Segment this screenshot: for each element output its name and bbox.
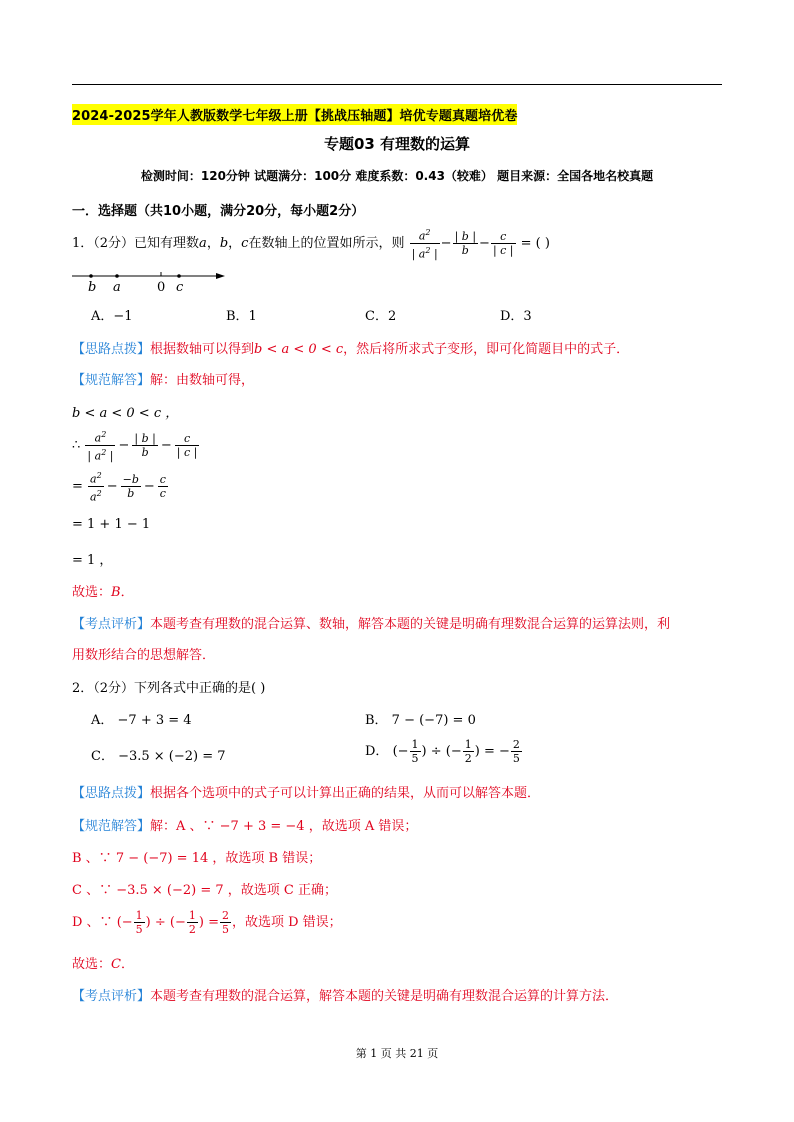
point-c xyxy=(177,274,181,278)
q1-option-a[interactable]: A．−1 xyxy=(91,309,133,324)
q2-option-b[interactable]: B． 7 − (−7) = 0 xyxy=(365,713,476,728)
banner-title: 2024-2025学年人教版数学七年级上册【挑战压轴题】培优专题真题培优卷 xyxy=(72,104,517,125)
q1-step1: b < a < 0 < c ， xyxy=(72,406,179,421)
q2-review: 【考点评析】本题考查有理数的混合运算，解答本题的关键是明确有理数混合运算的计算方法． xyxy=(72,989,619,1004)
q1-answer-head: 【规范解答】解：由数轴可得， xyxy=(72,373,255,388)
q2-option-a[interactable]: A． −7 + 3 = 4 xyxy=(91,713,192,728)
q1-step2: ∴ $\frac{a^2}{| a^2 |}$ − $\frac{| b |}{b}$ − $\frac{c}{| c |}$ xyxy=(72,430,198,463)
point-a xyxy=(115,274,119,278)
page-title: 专题03 有理数的运算 xyxy=(323,135,471,153)
q1-conclusion: 故选：B． xyxy=(72,585,134,600)
label-b: b xyxy=(88,280,97,294)
label-c: c xyxy=(176,280,184,294)
label-zero: 0 xyxy=(157,280,166,294)
q1-stem: 1．（2分）已知有理数a，b，c在数轴上的位置如所示，则 $\frac{a^2}{| a^2 |}$ − $\frac{| b |}{b}$ − $\frac{c}{| c |}$ = ( ) xyxy=(72,228,550,261)
q1-option-d[interactable]: D．3 xyxy=(500,309,532,324)
label-a: a xyxy=(113,280,121,294)
q1-option-c[interactable]: C．2 xyxy=(365,309,397,324)
q2-option-d[interactable]: D． (− $\frac{1}{5}$ ) ÷ (− $\frac{1}{2}$ ) = − $\frac{2}{5}$ xyxy=(365,738,520,765)
q1-frac-b: $\frac{| b |}{b}$ xyxy=(454,230,477,257)
q2-answer-b: B 、∵ 7 − (−7) = 14 ，故选项 B 错误； xyxy=(72,851,322,866)
q2-stem: 2．（2分）下列各式中正确的是( ) xyxy=(72,681,266,696)
q2-hint: 【思路点拨】根据各个选项中的式子可以计算出正确的结果，从而可以解答本题． xyxy=(72,786,541,801)
header-rule xyxy=(72,84,722,85)
q2-option-c[interactable]: C． −3.5 × (−2) = 7 xyxy=(91,749,226,764)
q1-step4: = 1 + 1 − 1 xyxy=(72,517,151,532)
q1-frac-c: $\frac{c}{| c |}$ xyxy=(492,230,514,257)
q1-frac-a: $\frac{a^2}{| a^2 |}$ xyxy=(411,228,438,261)
section-heading: 一．选择题（共10小题，满分20分，每小题2分） xyxy=(72,204,365,219)
q2-conclusion: 故选：C． xyxy=(72,957,134,972)
q2-answer-d: D 、∵ (− $\frac{1}{5}$ ) ÷ (− $\frac{1}{2}$ ) = $\frac{2}{5}$ ，故选项 D 错误； xyxy=(72,909,342,936)
number-line xyxy=(70,268,230,294)
q1-option-b[interactable]: B．1 xyxy=(226,309,257,324)
exam-meta: 检测时间：120分钟 试题满分：100分 难度系数：0.43（较难） 题目来源：全国各地名校真题 xyxy=(140,169,654,183)
q2-answer-c: C 、∵ −3.5 × (−2) = 7 ，故选项 C 正确； xyxy=(72,883,338,898)
q1-review-cont: 用数形结合的思想解答． xyxy=(72,648,216,663)
q1-step3: = $\frac{a^2}{a^2}$ − $\frac{-b}{b}$ − $\frac{c}{c}$ xyxy=(72,471,166,504)
q1-review: 【考点评析】本题考查有理数的混合运算、数轴，解答本题的关键是明确有理数混合运算的运算法则，利 xyxy=(72,617,671,632)
q1-step5: = 1 ， xyxy=(72,553,113,568)
q1-hint: 【思路点拨】根据数轴可以得到b < a < 0 < c，然后将所求式子变形，即可化简题目中的式子． xyxy=(72,342,630,357)
page-number: 第 1 页 共 21 页 xyxy=(355,1047,439,1060)
q2-answer-a: 【规范解答】解：A 、∵ −7 + 3 = −4 ，故选项 A 错误； xyxy=(72,819,418,834)
point-b xyxy=(89,274,93,278)
